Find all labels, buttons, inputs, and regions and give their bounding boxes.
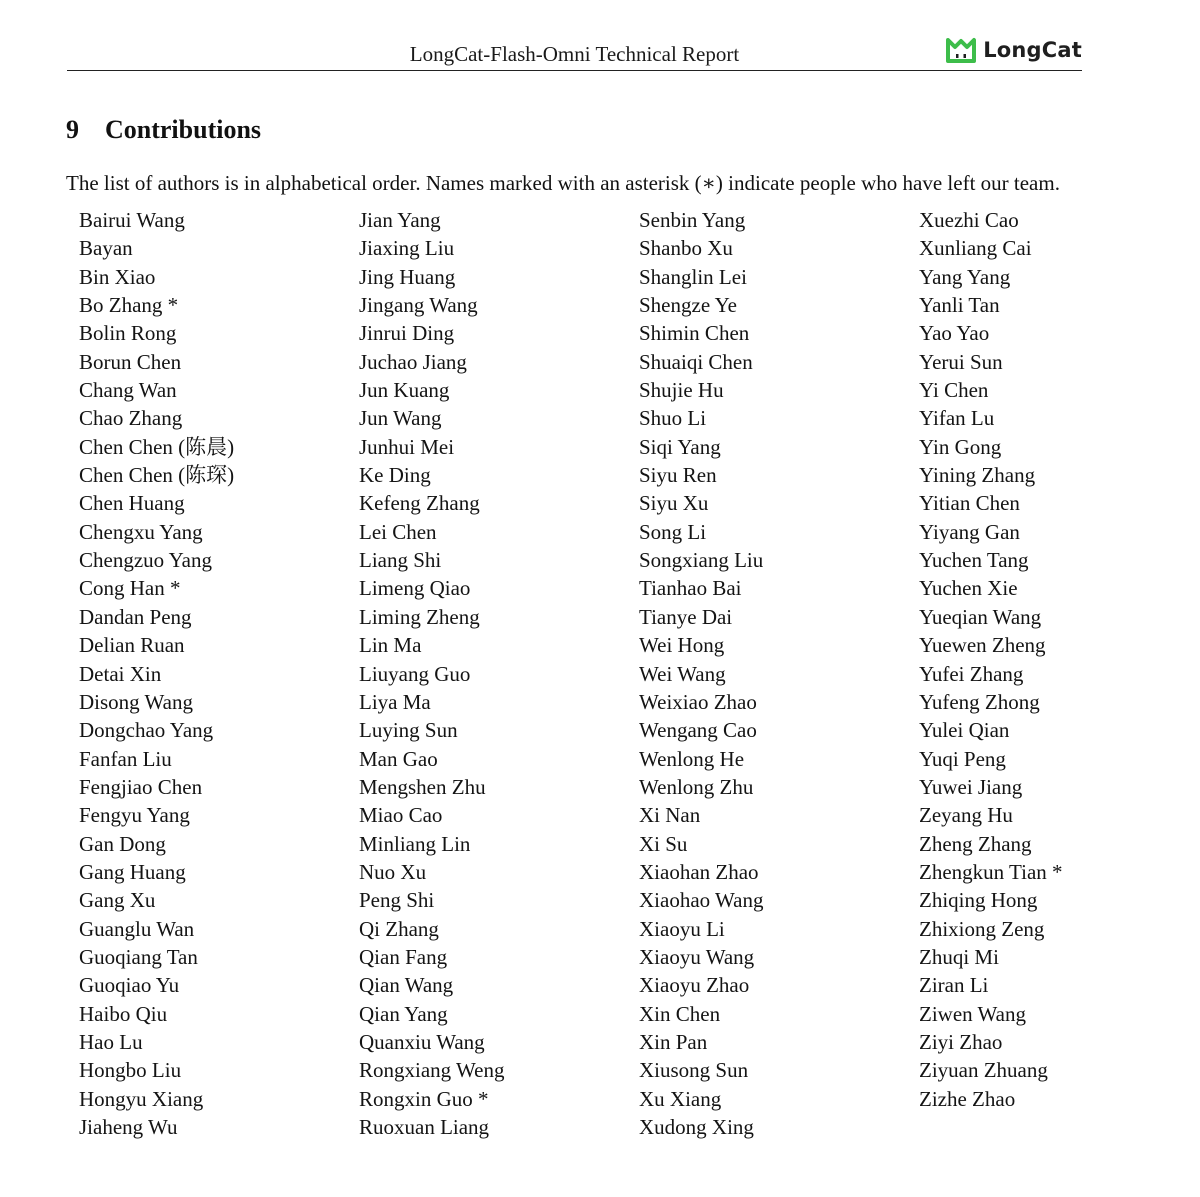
author-name: Xiaohao Wang	[639, 888, 764, 913]
author-name: Zheng Zhang	[919, 831, 1032, 856]
author-name: Gang Huang	[79, 859, 186, 884]
author-name: Ziyuan Zhuang	[919, 1058, 1048, 1083]
author-name: Jian Yang	[359, 208, 441, 232]
author-name: Zhixiong Zeng	[919, 916, 1045, 941]
author-name: Yuchen Xie	[919, 576, 1018, 601]
author-name: Qian Yang	[359, 1001, 448, 1026]
author-name: Ziyi Zhao	[919, 1029, 1003, 1054]
author-name: Siyu Xu	[639, 491, 709, 516]
author-name: Quanxiu Wang	[359, 1029, 485, 1054]
author-name: Guoqiao Yu	[79, 973, 180, 998]
author-name: Yitian Chen	[919, 491, 1020, 516]
author-name: Shengze Ye	[639, 293, 737, 318]
author-name: Xin Pan	[639, 1029, 708, 1054]
author-name: Hongyu Xiang	[79, 1086, 204, 1111]
author-name: Guanglu Wan	[79, 916, 195, 941]
author-name: Gang Xu	[79, 888, 156, 913]
author-name: Songxiang Liu	[639, 548, 764, 573]
author-name: Yining Zhang	[919, 463, 1036, 488]
author-name: Hongbo Liu	[79, 1058, 182, 1083]
author-name: Siyu Ren	[639, 463, 717, 488]
author-name: Zhiqing Hong	[919, 888, 1038, 913]
author-name: Man Gao	[359, 746, 438, 771]
author-name: Yao Yao	[919, 321, 990, 346]
intro-paragraph: The list of authors is in alphabetical order. Names marked with an asterisk (∗) indicate people who have left our team.	[66, 171, 1060, 195]
author-name: Weixiao Zhao	[639, 689, 757, 714]
author-name: Yerui Sun	[919, 349, 1003, 374]
author-name: Juchao Jiang	[359, 349, 467, 374]
author-name: Qian Fang	[359, 944, 448, 969]
author-column-3	[639, 206, 763, 1141]
section-number: 9	[66, 115, 79, 144]
author-list	[79, 206, 1179, 1166]
author-name: Bairui Wang	[79, 208, 185, 232]
author-name: Wengang Cao	[639, 718, 757, 743]
author-name: Rongxin Guo *	[359, 1086, 489, 1111]
author-name: Chao Zhang	[79, 406, 183, 431]
author-name: Chang Wan	[79, 378, 177, 403]
author-name: Xiaoyu Zhao	[639, 973, 750, 998]
author-name: Shuo Li	[639, 406, 707, 431]
author-name: Jiaheng Wu	[79, 1115, 178, 1139]
author-name: Zhuqi Mi	[919, 944, 999, 969]
author-name: Liang Shi	[359, 548, 442, 573]
author-name: Jun Wang	[359, 406, 442, 431]
author-name: Xudong Xing	[639, 1115, 754, 1139]
author-name: Xiusong Sun	[639, 1058, 749, 1083]
author-name: Gan Dong	[79, 831, 166, 856]
section-title: Contributions	[105, 115, 262, 144]
author-name: Xin Chen	[639, 1001, 721, 1026]
author-name: Xi Su	[639, 831, 688, 856]
author-name: Peng Shi	[359, 888, 435, 913]
author-name: Ziran Li	[919, 973, 989, 998]
author-name: Wenlong He	[639, 746, 745, 771]
author-name: Xunliang Cai	[919, 236, 1032, 261]
author-name: Wenlong Zhu	[639, 774, 754, 799]
author-column-2	[359, 206, 505, 1141]
author-name: Lin Ma	[359, 633, 422, 658]
author-name: Guoqiang Tan	[79, 944, 198, 969]
author-name: Chen Chen (陈晨)	[79, 434, 235, 459]
author-name: Mengshen Zhu	[359, 774, 486, 799]
author-name: Yulei Qian	[919, 718, 1010, 743]
author-name: Qian Wang	[359, 973, 454, 998]
author-name: Yuwei Jiang	[919, 774, 1023, 799]
report-title: LongCat-Flash-Omni Technical Report	[409, 42, 740, 66]
author-name: Siqi Yang	[639, 434, 721, 459]
author-name: Bayan	[79, 236, 133, 261]
author-column-4	[919, 206, 1063, 1113]
author-name: Yufeng Zhong	[919, 689, 1040, 714]
author-name: Tianye Dai	[639, 604, 733, 629]
author-name: Song Li	[639, 519, 707, 544]
page-header	[67, 30, 1082, 71]
author-name: Xuezhi Cao	[919, 208, 1019, 232]
logo-wordmark: LongCat	[983, 38, 1082, 62]
author-name: Yin Gong	[919, 434, 1002, 459]
author-name: Yi Chen	[919, 378, 989, 403]
author-name: Xiaoyu Wang	[639, 944, 755, 969]
author-name: Minliang Lin	[359, 831, 471, 856]
author-name: Jun Kuang	[359, 378, 450, 403]
author-name: Xi Nan	[639, 803, 701, 828]
author-name: Yiyang Gan	[919, 519, 1020, 544]
author-name: Jingang Wang	[359, 293, 478, 318]
author-name: Qi Zhang	[359, 916, 439, 941]
author-name: Chengzuo Yang	[79, 548, 213, 573]
author-name: Xu Xiang	[639, 1086, 722, 1111]
author-name: Lei Chen	[359, 519, 437, 544]
author-name: Jiaxing Liu	[359, 236, 455, 261]
author-name: Shanglin Lei	[639, 264, 747, 289]
author-name: Detai Xin	[79, 661, 162, 686]
author-name: Wei Wang	[639, 661, 726, 686]
author-column-1	[79, 206, 234, 1141]
author-name: Liya Ma	[359, 689, 431, 714]
author-name: Ziwen Wang	[919, 1001, 1026, 1026]
author-name: Fengjiao Chen	[79, 774, 203, 799]
author-name: Cong Han *	[79, 576, 181, 601]
author-name: Shujie Hu	[639, 378, 724, 403]
author-name: Shuaiqi Chen	[639, 349, 753, 374]
longcat-cat-icon	[945, 37, 977, 63]
author-name: Bo Zhang *	[79, 293, 179, 318]
author-name: Luying Sun	[359, 718, 458, 743]
author-name: Kefeng Zhang	[359, 491, 480, 516]
author-name: Chengxu Yang	[79, 519, 203, 544]
author-name: Yifan Lu	[919, 406, 995, 431]
author-name: Fengyu Yang	[79, 803, 190, 828]
author-name: Tianhao Bai	[639, 576, 742, 601]
author-name: Yuchen Tang	[919, 548, 1029, 573]
author-name: Yang Yang	[919, 264, 1011, 289]
author-name: Shanbo Xu	[639, 236, 733, 261]
author-name: Ruoxuan Liang	[359, 1115, 490, 1139]
author-name: Nuo Xu	[359, 859, 427, 884]
author-name: Xiaoyu Li	[639, 916, 725, 941]
author-name: Chen Huang	[79, 491, 185, 516]
author-name: Hao Lu	[79, 1029, 143, 1054]
author-name: Limeng Qiao	[359, 576, 471, 601]
author-name: Zhengkun Tian *	[919, 859, 1063, 884]
author-name: Dongchao Yang	[79, 718, 214, 743]
author-name: Zeyang Hu	[919, 803, 1013, 828]
author-name: Ke Ding	[359, 463, 431, 488]
author-name: Shimin Chen	[639, 321, 750, 346]
author-name: Yuqi Peng	[919, 746, 1006, 771]
author-name: Liming Zheng	[359, 604, 480, 629]
author-name: Borun Chen	[79, 349, 182, 374]
author-name: Yuewen Zheng	[919, 633, 1046, 658]
author-name: Junhui Mei	[359, 434, 455, 459]
author-name: Rongxiang Weng	[359, 1058, 505, 1083]
author-name: Senbin Yang	[639, 208, 746, 232]
author-name: Fanfan Liu	[79, 746, 172, 771]
author-name: Yufei Zhang	[919, 661, 1024, 686]
author-name: Delian Ruan	[79, 633, 185, 658]
author-name: Jing Huang	[359, 264, 456, 289]
longcat-logo	[945, 37, 1082, 63]
author-name: Dandan Peng	[79, 604, 192, 629]
author-name: Bolin Rong	[79, 321, 177, 346]
author-name: Xiaohan Zhao	[639, 859, 759, 884]
author-name: Miao Cao	[359, 803, 443, 828]
author-name: Yueqian Wang	[919, 604, 1042, 629]
section-heading	[66, 113, 261, 147]
author-name: Yanli Tan	[919, 293, 1000, 318]
author-name: Liuyang Guo	[359, 661, 471, 686]
author-name: Chen Chen (陈琛)	[79, 463, 235, 488]
author-name: Jinrui Ding	[359, 321, 455, 346]
author-name: Zizhe Zhao	[919, 1086, 1016, 1111]
author-name: Wei Hong	[639, 633, 725, 658]
author-name: Disong Wang	[79, 689, 194, 714]
author-name: Haibo Qiu	[79, 1001, 168, 1026]
author-name: Bin Xiao	[79, 264, 156, 289]
